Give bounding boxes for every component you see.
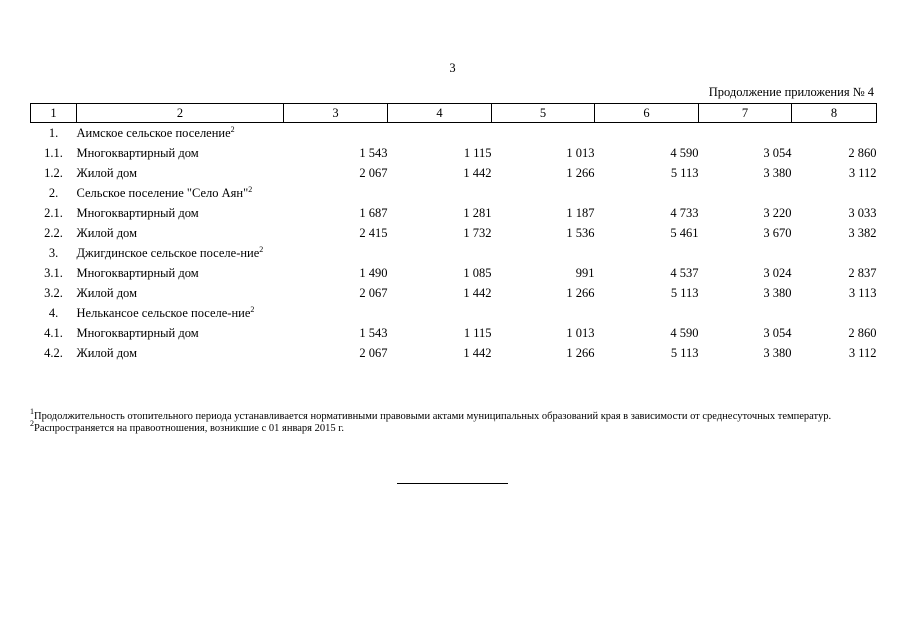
row-name: [77, 163, 284, 183]
value-cell: 1 536: [566, 226, 595, 240]
header-row: [31, 104, 877, 123]
row-name: [77, 263, 284, 283]
footnote: [30, 407, 876, 423]
column-header-3: 3: [284, 104, 388, 123]
table-row: [31, 143, 877, 163]
empty-cell: [492, 303, 595, 323]
value-cell: 1 187: [566, 206, 595, 220]
footnote: [30, 418, 876, 435]
row-number: 4.1.: [44, 326, 63, 340]
value-cell: 1 266: [566, 346, 595, 360]
row-name-text: Жилой дом: [76, 286, 137, 300]
row-name: [77, 323, 284, 343]
value-cell: 1 085: [463, 266, 492, 280]
column-header-4: 4: [388, 104, 492, 123]
value-cell: 1 266: [566, 166, 595, 180]
value-cell: 4 733: [670, 206, 699, 220]
row-name-text: Джигдинское сельское поселе-ние: [76, 246, 260, 260]
value-cell: 1 442: [463, 286, 492, 300]
value-cell: 2 067: [359, 286, 388, 300]
row-name-text: Жилой дом: [76, 226, 137, 240]
column-header-2: 2: [77, 104, 284, 123]
table-row: [31, 303, 877, 323]
empty-cell: [792, 303, 877, 323]
value-cell: 3 382: [848, 226, 877, 240]
empty-cell: [388, 183, 492, 203]
empty-cell: [699, 183, 792, 203]
group-title: [77, 246, 277, 260]
value-cell: 1 732: [463, 226, 492, 240]
row-name: [77, 123, 388, 144]
value-cell: 1 013: [566, 326, 595, 340]
value-cell: 3 380: [763, 166, 792, 180]
empty-cell: [595, 303, 699, 323]
row-number: 3.2.: [44, 286, 63, 300]
value-cell: 3 670: [763, 226, 792, 240]
row-number: 2.2.: [44, 226, 63, 240]
column-header-6: 6: [595, 104, 699, 123]
value-cell: 1 266: [566, 286, 595, 300]
table-row: [31, 263, 877, 283]
footnotes: [30, 407, 876, 434]
empty-cell: [595, 123, 699, 144]
row-name: [77, 223, 284, 243]
empty-cell: [595, 243, 699, 263]
value-cell: 1 115: [463, 326, 492, 340]
footnote-marker: 2: [259, 245, 264, 254]
value-cell: 2 067: [359, 166, 388, 180]
table-body: [31, 123, 877, 364]
table-row: [31, 123, 877, 144]
value-cell: 3 380: [763, 286, 792, 300]
empty-cell: [492, 243, 595, 263]
table-row: [31, 203, 877, 223]
empty-cell: [792, 243, 877, 263]
value-cell: 1 543: [359, 146, 388, 160]
group-title: [77, 126, 277, 140]
value-cell: 1 013: [566, 146, 595, 160]
row-name-text: Многоквартирный дом: [76, 206, 199, 220]
column-header-1: 1: [31, 104, 77, 123]
row-number: 4.2.: [44, 346, 63, 360]
value-cell: 1 442: [463, 166, 492, 180]
row-name-text: Аимское сельское поселение: [76, 126, 231, 140]
empty-cell: [792, 123, 877, 144]
table-row: [31, 163, 877, 183]
empty-cell: [792, 183, 877, 203]
row-number: 2.1.: [44, 206, 63, 220]
footnote-marker: 2: [250, 305, 255, 314]
row-name: [77, 183, 388, 203]
empty-cell: [492, 183, 595, 203]
empty-cell: [388, 303, 492, 323]
value-cell: 3 113: [848, 286, 877, 300]
value-cell: 5 113: [670, 346, 699, 360]
value-cell: 2 415: [359, 226, 388, 240]
value-cell: 3 054: [763, 146, 792, 160]
value-cell: 2 860: [848, 326, 877, 340]
continuation-note: Продолжение приложения № 4: [708, 85, 874, 99]
empty-cell: [595, 183, 699, 203]
row-number: 2.: [48, 186, 59, 200]
value-cell: 1 687: [359, 206, 388, 220]
value-cell: 3 033: [848, 206, 877, 220]
empty-cell: [388, 243, 492, 263]
row-name: [77, 203, 284, 223]
footnote-text: Продолжительность отопительного периода устанавливается нормативными правовыми актами муниципальных образований края в зависимости от среднесуточных температур.: [34, 411, 832, 422]
row-name: [77, 143, 284, 163]
value-cell: 5 113: [670, 286, 699, 300]
row-number: 3.1.: [44, 266, 63, 280]
column-header-8: 8: [792, 104, 877, 123]
row-name-text: Жилой дом: [76, 346, 137, 360]
group-title: [77, 306, 277, 320]
row-name-text: Многоквартирный дом: [76, 266, 199, 280]
table-row: [31, 223, 877, 243]
row-number: 1.2.: [44, 166, 63, 180]
value-cell: 5 461: [670, 226, 699, 240]
table-row: [31, 323, 877, 343]
footnote-text: Распространяется на правоотношения, возникшие с 01 января 2015 г.: [34, 422, 345, 434]
table-row: [31, 283, 877, 303]
group-title: [77, 186, 277, 200]
value-cell: 4 590: [670, 146, 699, 160]
value-cell: 991: [575, 266, 595, 280]
footnote-marker: 2: [248, 185, 253, 194]
row-name: [77, 303, 388, 323]
value-cell: 1 543: [359, 326, 388, 340]
row-name-text: Многоквартирный дом: [76, 146, 199, 160]
row-number: 1.1.: [44, 146, 63, 160]
value-cell: 4 537: [670, 266, 699, 280]
value-cell: 2 067: [359, 346, 388, 360]
value-cell: 2 837: [848, 266, 877, 280]
empty-cell: [699, 243, 792, 263]
footnote-mark: 1: [30, 407, 34, 416]
row-name-text: Многоквартирный дом: [76, 326, 199, 340]
row-name-text: Нелькансое сельское поселе-ние: [76, 306, 251, 320]
value-cell: 1 442: [463, 346, 492, 360]
value-cell: 1 490: [359, 266, 388, 280]
value-cell: 3 024: [763, 266, 792, 280]
value-cell: 2 860: [848, 146, 877, 160]
value-cell: 3 112: [848, 346, 877, 360]
column-header-5: 5: [492, 104, 595, 123]
column-header-7: 7: [699, 104, 792, 123]
value-cell: 4 590: [670, 326, 699, 340]
tariff-table: [30, 103, 877, 363]
value-cell: 1 115: [463, 146, 492, 160]
value-cell: 3 220: [763, 206, 792, 220]
value-cell: 5 113: [670, 166, 699, 180]
bottom-rule: [397, 483, 508, 484]
table-row: [31, 243, 877, 263]
page-number: 3: [449, 61, 456, 75]
footnote-marker: 2: [230, 125, 235, 134]
footnote-mark: 2: [30, 418, 34, 428]
row-number: 3.: [48, 246, 59, 260]
row-name: [77, 243, 388, 263]
row-name-text: Сельское поселение "Село Аян": [76, 186, 249, 200]
value-cell: 3 054: [763, 326, 792, 340]
row-name: [77, 343, 284, 363]
row-number: 4.: [48, 306, 59, 320]
row-name: [77, 283, 284, 303]
row-name-text: Жилой дом: [76, 166, 137, 180]
table-row: [31, 183, 877, 203]
empty-cell: [388, 123, 492, 144]
table-row: [31, 343, 877, 363]
value-cell: 1 281: [463, 206, 492, 220]
empty-cell: [699, 123, 792, 144]
empty-cell: [492, 123, 595, 144]
empty-cell: [699, 303, 792, 323]
value-cell: 3 112: [848, 166, 877, 180]
value-cell: 3 380: [763, 346, 792, 360]
row-number: 1.: [48, 126, 59, 140]
